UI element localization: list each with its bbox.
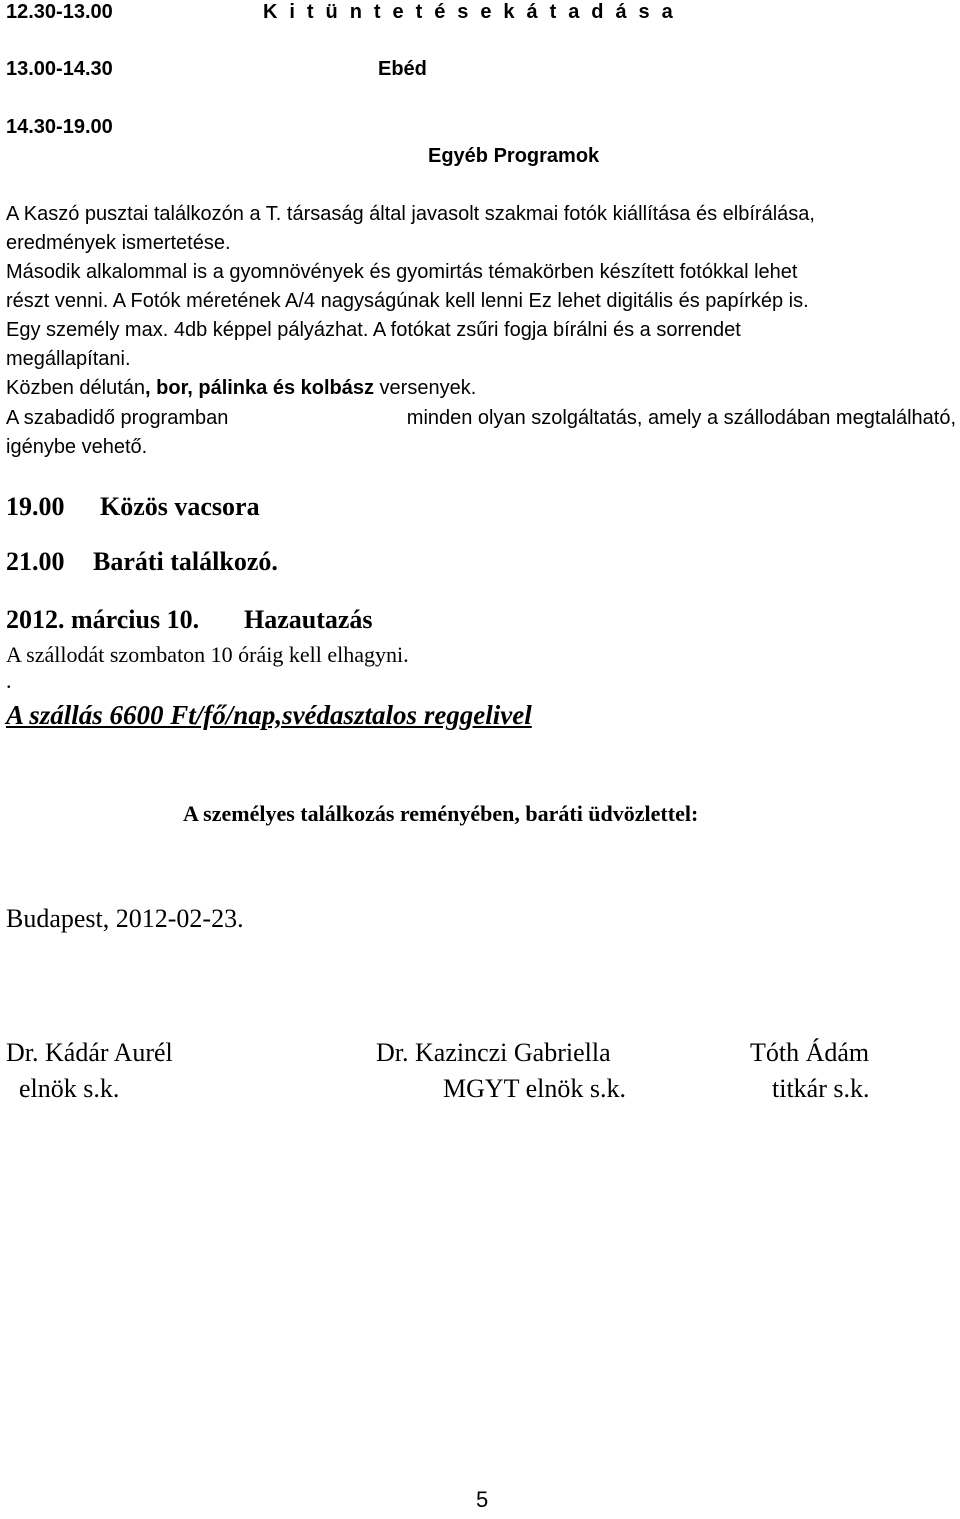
program-line-7-post: versenyek. — [374, 377, 477, 399]
closing-greeting: A személyes találkozás reményében, baráti üdvözlettel: — [183, 801, 699, 826]
program-line-7-bold: , bor, pálinka és kolbász — [145, 377, 374, 399]
evening-time-1: 19.00 — [6, 492, 65, 521]
program-line-1: A Kaszó pusztai találkozón a T. társaság által javasolt szakmai fotók kiállítása és elbírálása, — [6, 203, 815, 225]
page-number: 5 — [476, 1487, 489, 1512]
program-line-8 — [6, 407, 956, 430]
program-line-2: eredmények ismertetése. — [6, 232, 231, 254]
program-line-5: Egy személy max. 4db képpel pályázhat. A fotókat zsűri fogja bírálni és a sorrendet — [6, 319, 741, 341]
schedule-title-1: K i t ü n t e t é s e k á t a d á s a — [263, 1, 676, 23]
schedule-time-1: 12.30-13.00 — [6, 1, 113, 23]
signatory-role-2: MGYT elnök s.k. — [443, 1074, 626, 1103]
departure-dot: . — [6, 668, 12, 693]
accommodation-price: A szállás 6600 Ft/fő/nap,svédasztalos reggelivel — [6, 700, 532, 730]
signatory-name-2: Dr. Kazinczi Gabriella — [376, 1038, 611, 1067]
program-line-4: részt venni. A Fotók méretének A/4 nagyságúnak kell lenni Ez lehet digitális és papírkép is. — [6, 290, 809, 312]
evening-title-2: Baráti találkozó. — [93, 547, 278, 576]
signatory-name-1: Dr. Kádár Aurél — [6, 1038, 173, 1067]
program-line-8-a: A szabadidő programban — [6, 407, 229, 429]
evening-title-1: Közös vacsora — [100, 492, 260, 521]
place-date: Budapest, 2012-02-23. — [6, 904, 244, 933]
schedule-time-2: 13.00-14.30 — [6, 58, 113, 80]
departure-note: A szállodát szombaton 10 óráig kell elhagyni. — [6, 642, 409, 667]
program-line-7 — [6, 377, 476, 400]
program-line-3: Második alkalommal is a gyomnövények és gyomirtás témakörben készített fotókkal lehet — [6, 261, 798, 283]
evening-time-2: 21.00 — [6, 547, 65, 576]
signatory-name-3: Tóth Ádám — [750, 1038, 870, 1067]
departure-date: 2012. március 10. — [6, 605, 200, 634]
departure-title: Hazautazás — [244, 605, 373, 634]
program-line-6: megállapítani. — [6, 348, 131, 370]
signatory-role-1: elnök s.k. — [19, 1074, 120, 1103]
program-line-8-b: minden olyan szolgáltatás, amely a szállodában megtalálható, — [406, 407, 956, 429]
schedule-title-2: Ebéd — [378, 58, 427, 80]
signatory-role-3: titkár s.k. — [772, 1074, 870, 1103]
program-line-9: igénybe vehető. — [6, 436, 148, 458]
schedule-title-3: Egyéb Programok — [428, 145, 600, 167]
program-line-7-pre: Közben délután — [6, 377, 146, 399]
schedule-time-3: 14.30-19.00 — [6, 116, 113, 138]
